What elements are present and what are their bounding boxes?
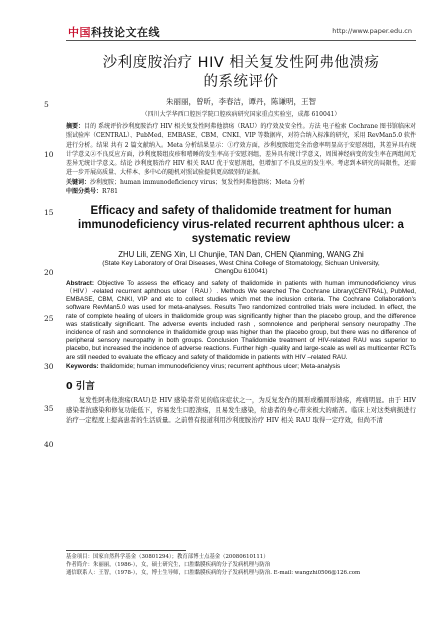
site-url[interactable]: http://www.paper.edu.cn xyxy=(332,27,412,35)
line-number: 5 xyxy=(44,100,49,109)
en-affiliation: (State Key Laboratory of Oral Diseases, West China College of Stomatology, Sichuan University, ChengDu 610041) xyxy=(102,259,380,275)
line-number: 15 xyxy=(44,208,54,217)
en-keywords: Keywords: thalidomide; human immunodeficiency virus; recurrent aphthous ulcer; Meta-analysis xyxy=(66,362,341,370)
cn-authors: 朱丽丽，曾昕，李春洁，谭丹，陈谦明，王智 xyxy=(166,97,316,106)
line-number: 40 xyxy=(44,440,54,449)
site-logo: 中国科技论文在线 xyxy=(68,26,160,39)
intro-paragraph: 复发性阿弗他溃疡(RAU)是 HIV 感染者常见的临床症状之一，为反复发作的圆形或椭圆形溃疡，疼痛明显。由于 HIV 感染者抗感染和修复功能低下，容易发生口腔溃疡，且易发生感染，给患者的身心带来极大的痛苦。临床上对这类病损进行治疗一定程度上提高患者的生活质量。之前曾有报道利用沙利度胺治疗 HIV 相关 RAU 取得一定疗效，但尚不清 xyxy=(66,395,416,425)
section-heading-intro: 0 引言 xyxy=(66,380,95,392)
line-number: 25 xyxy=(44,314,54,323)
line-number: 20 xyxy=(44,268,54,277)
line-number: 35 xyxy=(44,404,54,413)
cn-affiliation: （四川大学华西口腔医学院口腔疾病研究国家重点实验室，成都 610041） xyxy=(141,111,341,118)
footnote-rule xyxy=(66,550,186,551)
header-rule xyxy=(66,40,416,41)
cn-title: 沙利度胺治疗 HIV 相关复发性阿弗他溃疡 的系统评价 xyxy=(102,55,380,90)
footnote-fund: 基金项目：国家自然科学基金（30801294）；教育部博士点基金（20080610111） xyxy=(66,554,269,560)
line-number: 30 xyxy=(44,362,54,371)
cn-keywords: 关键词：沙利度胺；human immunodeficiency virus；复发性阿弗他溃疡；Meta 分析 xyxy=(66,178,305,186)
line-number: 10 xyxy=(44,150,54,159)
en-authors: ZHU Lili, ZENG Xin, LI Chunjie, TAN Dan, CHEN Qianming, WANG Zhi xyxy=(118,249,364,259)
footnotes xyxy=(66,553,416,577)
paper-body xyxy=(66,48,416,425)
footnote-correspondence: 通信联系人：王智，（1978-），女，博士生导师，口腔黏膜疾病的分子发病机理与防治. E-mail: wangzhi0506@126.com xyxy=(66,570,361,576)
footnote-author: 作者简介：朱丽丽，（1986-），女，硕士研究生，口腔黏膜疾病的分子发病机理与防治 xyxy=(66,562,271,568)
cn-abstract: 摘要：目的 系统评价沙利度胺治疗 HIV 相关复发性阿弗他溃疡（RAU）的疗效及安全性。方法 电子检索 Cochrane 图书馆临床对照试验库（CENTRAL）、PubMed、EMBASE、CBM、CNKI、VIP 等数据库，对符合纳入标准的研究，采用 RevMan5.0 软件进行分析。结果 共有 2 篇文献纳入。Meta 分析结果显示：①疗效方面，沙利度胺组完全治愈率明显高于安慰剂组，其差异具有统计学意义②不良反应方面，沙利度胺组皮疹和嗜睡的发生率高于安慰剂组，差异具有统计学意义，周围神经病变的发生率在两组间无差异无统计学意义。结论 沙利度胺治疗 HIV 相关 RAU 优于安慰剂组，但增加了不良反应的发生率。考虑到本研究的局限性，还需进一步开展高质量、大样本、多中心的随机对照试验提供更高级别的证据。 xyxy=(66,123,416,177)
page-header xyxy=(0,0,440,46)
en-abstract: Abstract: Objective To assess the efficacy and safety of thalidomide in patients with human immunodeficiency virus（HIV）-related recurrent aphthous ulcer（RAU）. Methods We searched The Cochrane Library(CENTRAL), PubMed, EMBASE, CBM, CNKI, VIP and etc to collect studies which met the inclusion criteria. The Cochrane Collaboration's software RevMan5.0 was used for meta-analyses. Results Two randomized controlled trials were included. In effect, the rate of complete healing of ulcers in thalidomide group was significantly higher than the placebo group, and the difference was statistically significant. The adverse events included rash , somnolence and peripheral sensory neuropathy .The incidence of rash and somnolence in thalidomide group was higher than the placebo group, but there was no difference of peripheral sensory neuropathy in both groups. Conclusion Thalidomide treatment of HIV-related RAU was superior to placebo, but increased the incidence of adverse reactions. Further high -quality and large-scale as well as multicenter RCTs are still needed to evaluate the efficacy and safety of thalidomide in patients with HIV –related RAU. xyxy=(66,279,416,361)
cn-clc: 中图分类号：R781 xyxy=(66,187,118,195)
en-title: Efficacy and safety of thalidomide treatment for human immunodeficiency virus-related recurrent aphthous ulcer: a systematic review xyxy=(78,204,404,245)
